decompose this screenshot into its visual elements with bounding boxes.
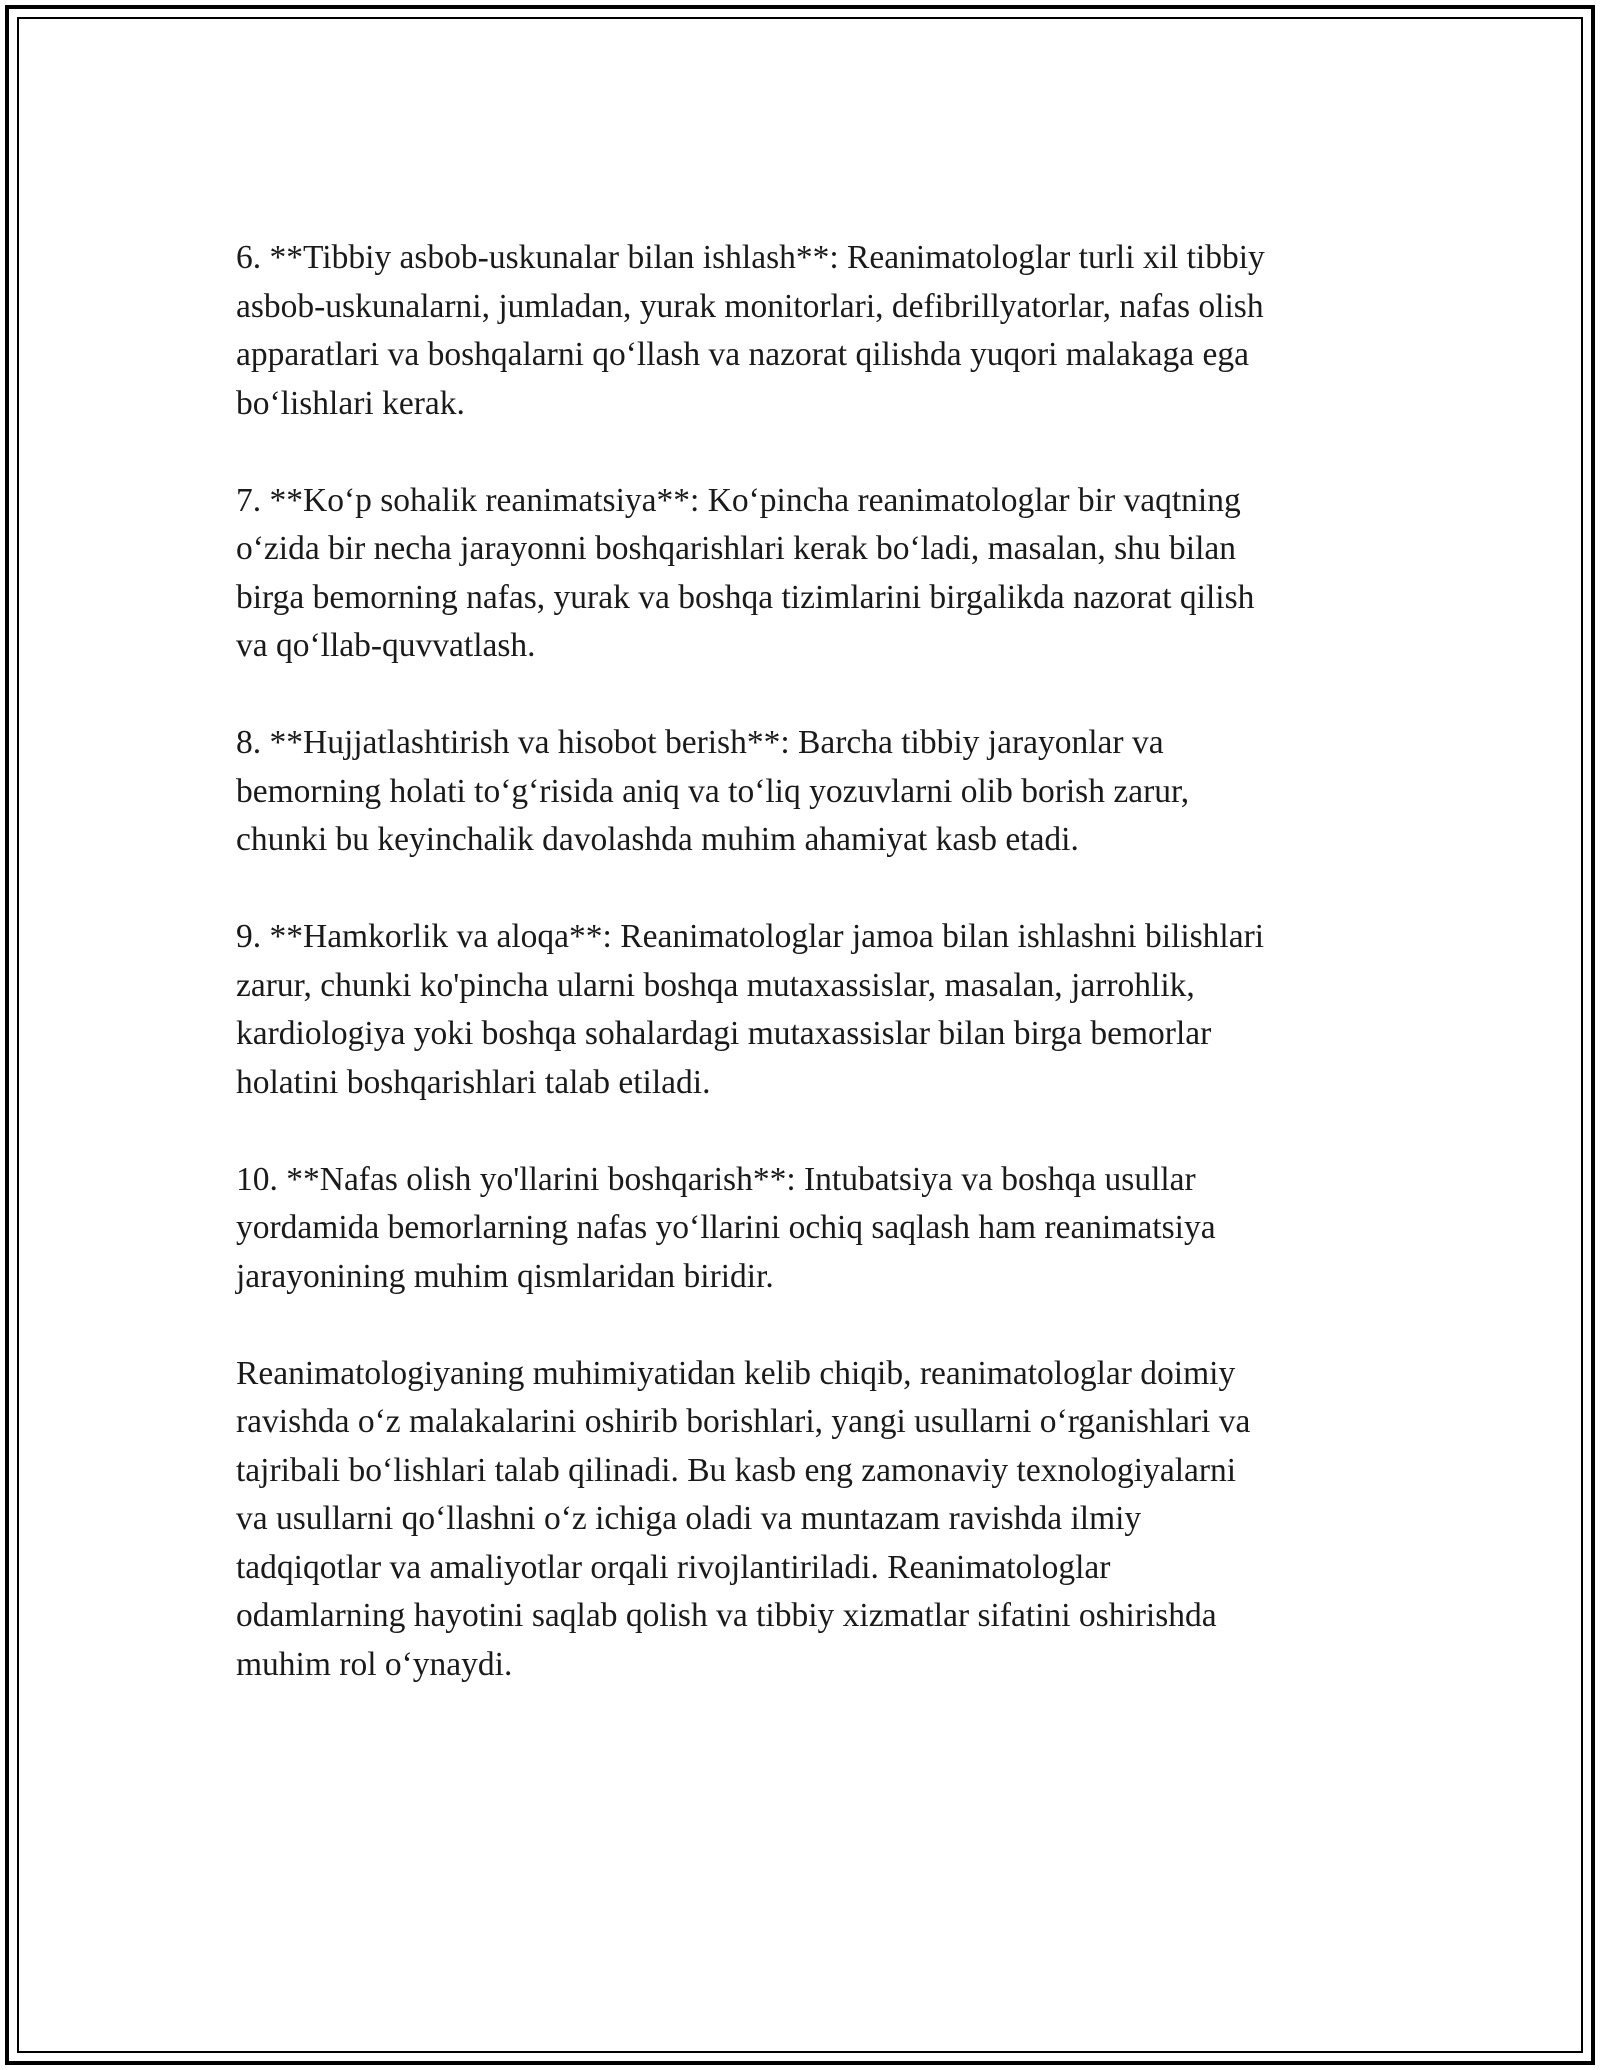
paragraph-item-8: 8. **Hujjatlashtirish va hisobot berish**: Barcha tibbiy jarayonlar va bemorning holati to‘g‘risida aniq va to‘liq yozuvlarni olib borish zarur, chunki bu keyinchalik davolashda muhim ahamiyat kasb etadi.	[236, 724, 1190, 858]
paragraph-item-10: 10. **Nafas olish yo'llarini boshqarish**: Intubatsiya va boshqa usullar yordamida bemorlarning nafas yo‘llarini ochiq saqlash ham reanimatsiya jarayonining muhim qismlaridan biridir.	[236, 1160, 1216, 1295]
document-body	[236, 234, 1376, 1738]
paragraph-item-6: 6. **Tibbiy asbob-uskunalar bilan ishlash**: Reanimatologlar turli xil tibbiy asbob-uskunalarni, jumladan, yurak monitorlari, defibrillyatorlar, nafas olish apparatlari va boshqalarni qo‘llash va nazorat qilishda yuqori malakaga ega bo‘lishlari kerak.	[236, 239, 1265, 422]
paragraph-item-9: 9. **Hamkorlik va aloqa**: Reanimatologlar jamoa bilan ishlashni bilishlari zarur, chunki ko'pincha ularni boshqa mutaxassislar, masalan, jarrohlik, kardiologiya yoki boshqa sohalardagi mutaxassislar bilan birga bemorlar holatini boshqarishlari talab etiladi.	[236, 918, 1265, 1101]
paragraph-conclusion: Reanimatologiyaning muhimiyatidan kelib chiqib, reanimatologlar doimiy ravishda o‘z malakalarini oshirib borishlari, yangi usullarni o‘rganishlari va tajribali bo‘lishlari talab qilinadi. Bu kasb eng zamonaviy texnologiyalarni va usullarni qo‘llashni o‘z ichiga oladi va muntazam ravishda ilmiy tadqiqotlar va amaliyotlar orqali rivojlantiriladi. Reanimatologlar odamlarning hayotini saqlab qolish va tibbiy xizmatlar sifatini oshirishda muhim rol o‘ynaydi.	[236, 1354, 1251, 1683]
paragraph-item-7: 7. **Ko‘p sohalik reanimatsiya**: Ko‘pincha reanimatologlar bir vaqtning o‘zida bir necha jarayonni boshqarishlari kerak bo‘ladi, masalan, shu bilan birga bemorning nafas, yurak va boshqa tizimlarini birgalikda nazorat qilish va qo‘llab-quvvatlash.	[236, 481, 1255, 664]
